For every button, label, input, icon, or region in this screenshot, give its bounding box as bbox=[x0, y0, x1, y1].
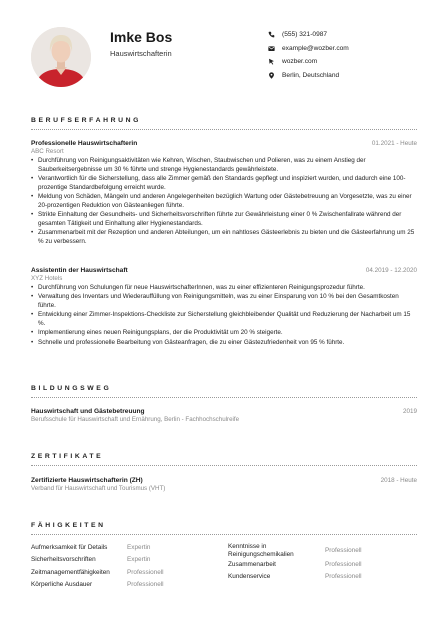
bullet-item: • Durchführung von Reinigungsaktivitäten wie Kehren, Wischen, Staubwischen und Polieren, was zu einem Anstieg der Sauberkeitsergebnisse um 30 % führte und strenge Hygienestandards gewährleistete. bbox=[31, 157, 417, 174]
experience-entry bbox=[31, 140, 417, 247]
contact-phone[interactable] bbox=[268, 28, 349, 42]
avatar-photo bbox=[31, 27, 91, 87]
skill-name: Kenntnisse in Reinigungschemikalien bbox=[228, 543, 294, 558]
bullet-item: • Zusammenarbeit mit der Rezeption und anderen Abteilungen, um ein nahtloses Gästeerlebnis zu bieten und die Gästeerfahrung um 25 % zu verbessern. bbox=[31, 229, 417, 246]
section-divider bbox=[31, 534, 417, 535]
bullet-item: • Strikte Einhaltung der Gesundheits- und Sicherheitsvorschriften führte zur Gewährleistung einer 0 % Zwischenfallrate während der gesamten Tätigkeit und Einhaltung aller Hygienestandards. bbox=[31, 211, 417, 228]
bullet-item: • Verantwortlich für die Sicherstellung, dass alle Zimmer gemäß den Standards gepflegt und inspiziert wurden, und dadurch eine 100-prozentige Standardbefolgung erreicht wurde. bbox=[31, 175, 417, 192]
location-icon bbox=[268, 72, 275, 79]
skill-item bbox=[31, 544, 221, 556]
skills-column-left bbox=[31, 544, 221, 593]
skill-name: Zusammenarbeit bbox=[228, 561, 276, 568]
certificate-dates: 2018 - Heute bbox=[380, 477, 417, 484]
section-title-experience: BERUFSERFAHRUNG bbox=[31, 117, 141, 124]
bullet-item: • Meldung von Schäden, Mängeln und anderen Angelegenheiten bezüglich Wartung oder Gästebetreuung an Vorgesetzte, was zu einer 20-prozentigen Reduktion von Gästeanliegen führte. bbox=[31, 193, 417, 210]
skill-level: Professionell bbox=[127, 580, 164, 588]
link-icon bbox=[268, 58, 275, 65]
contact-email[interactable] bbox=[268, 42, 349, 56]
skill-level: Professionell bbox=[325, 573, 362, 581]
skill-level: Professionell bbox=[325, 561, 362, 568]
degree-title: Hauswirtschaft und Gästebetreuung bbox=[31, 408, 145, 415]
candidate-name: Imke Bos bbox=[110, 29, 173, 45]
skill-level: Expertin bbox=[127, 544, 151, 551]
job-dates: 04.2019 - 12.2020 bbox=[365, 267, 417, 274]
skill-item bbox=[31, 581, 221, 593]
education-dates: 2019 bbox=[402, 408, 417, 415]
skill-item bbox=[228, 561, 417, 573]
skill-item bbox=[228, 573, 417, 585]
skill-name: Körperliche Ausdauer bbox=[31, 580, 93, 588]
bullet-item: • Verwaltung des Inventars und Wiederauffüllung von Reinigungsmitteln, was zu einer Einsparung von 10 % bei den Gesamtkosten führte. bbox=[31, 293, 417, 310]
contact-text: Berlin, Deutschland bbox=[282, 71, 340, 79]
contact-text: wozber.com bbox=[282, 58, 318, 66]
contact-location bbox=[268, 69, 349, 83]
candidate-title: Hauswirtschafterin bbox=[110, 49, 172, 58]
job-title: Professionelle Hauswirtschafterin bbox=[31, 140, 138, 147]
skill-item bbox=[228, 543, 417, 561]
skills-column-right bbox=[228, 543, 417, 586]
bullet-item: • Entwicklung einer Zimmer-Inspektions-Checkliste zur Sicherstellung gleichbleibender Qualität und Reduzierung der Nacharbeit um 15 %. bbox=[31, 311, 417, 328]
skill-item bbox=[31, 556, 221, 568]
certificate-entry bbox=[31, 477, 417, 492]
avatar bbox=[31, 27, 91, 87]
phone-icon bbox=[268, 31, 275, 38]
job-title: Assistentin der Hauswirtschaft bbox=[31, 267, 128, 274]
skill-name: Zeitmanagementfähigkeiten bbox=[31, 568, 110, 576]
section-title-certificates: ZERTIFIKATE bbox=[31, 453, 104, 460]
job-dates: 01.2021 - Heute bbox=[371, 140, 417, 147]
skill-level: Expertin bbox=[127, 556, 151, 564]
contact-website[interactable] bbox=[268, 55, 349, 69]
section-divider bbox=[31, 129, 417, 130]
skill-item bbox=[31, 569, 221, 581]
resume-header bbox=[0, 0, 448, 104]
education-entry bbox=[31, 408, 417, 423]
contact-list bbox=[268, 28, 349, 82]
job-company: ABC Resort bbox=[31, 148, 64, 155]
bullet-item: • Schnelle und professionelle Bearbeitung von Gästeanfragen, die zu einer Gästezufriedenheit von 95 % führte. bbox=[31, 339, 417, 348]
certificate-issuer: Verband für Hauswirtschaft und Tourismus (VHT) bbox=[31, 485, 166, 492]
skill-level: Professionell bbox=[325, 547, 362, 554]
skill-name: Aufmerksamkeit für Details bbox=[31, 544, 108, 551]
bullet-item: • Durchführung von Schulungen für neue HauswirtschafterInnen, was zu einer effizienteren Reinigungsprozedur führte. bbox=[31, 284, 417, 293]
section-title-education: BILDUNGSWEG bbox=[31, 385, 112, 392]
job-bullets bbox=[31, 157, 417, 246]
skill-name: Kundenservice bbox=[228, 573, 271, 581]
section-divider bbox=[31, 465, 417, 466]
certificate-title: Zertifizierte Hauswirtschafterin (ZH) bbox=[31, 477, 143, 484]
section-title-skills: FÄHIGKEITEN bbox=[31, 522, 106, 529]
skill-name: Sicherheitsvorschriften bbox=[31, 556, 96, 564]
job-bullets bbox=[31, 284, 417, 347]
bullet-item: • Implementierung eines neuen Reinigungsplans, der die Produktivität um 20 % steigerte. bbox=[31, 329, 417, 338]
experience-entry bbox=[31, 267, 417, 348]
section-divider bbox=[31, 397, 417, 398]
contact-text: (555) 321-0987 bbox=[282, 31, 328, 39]
job-company: XYZ Hotels bbox=[31, 275, 63, 282]
email-icon bbox=[268, 45, 275, 52]
skill-level: Professionell bbox=[127, 568, 164, 576]
contact-text: example@wozber.com bbox=[282, 44, 349, 52]
school-name: Berufsschule für Hauswirtschaft und Ernährung, Berlin - Fachhochschulreife bbox=[31, 416, 240, 423]
